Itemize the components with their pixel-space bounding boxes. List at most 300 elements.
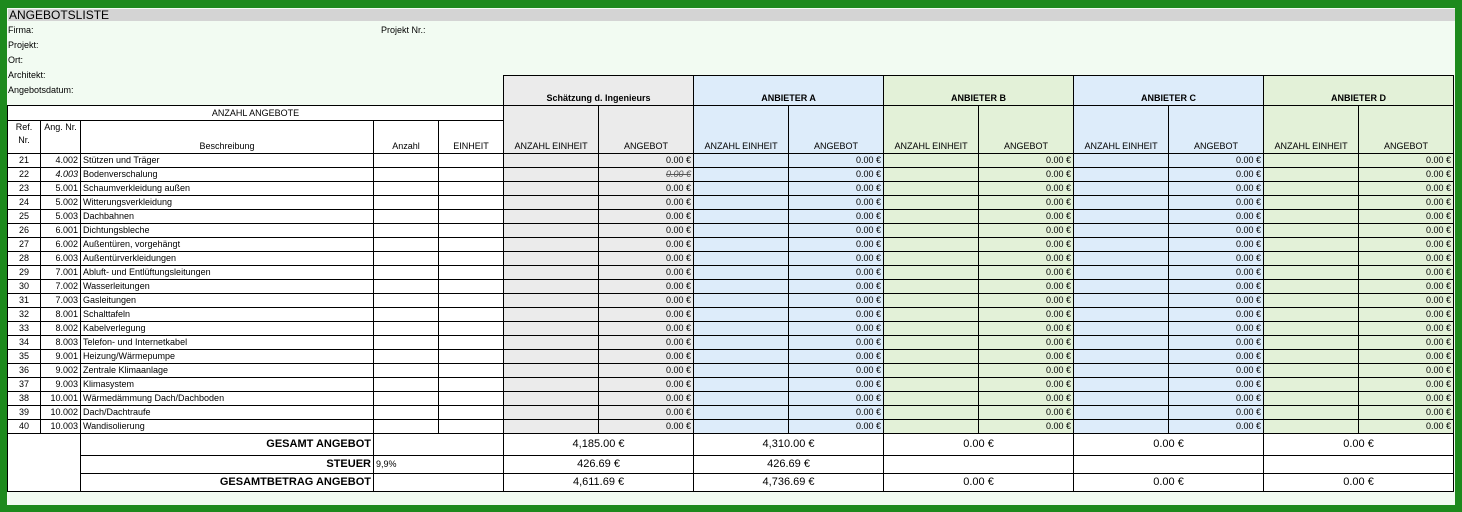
row-description-cell[interactable]: Bodenverschalung xyxy=(81,168,374,182)
row-est-anzahl-einheit-cell[interactable] xyxy=(504,266,599,280)
row-c-angebot-cell[interactable]: 0.00 € xyxy=(1169,252,1264,266)
row-c-anzahl-einheit-cell[interactable] xyxy=(1074,406,1169,420)
row-est-anzahl-einheit-cell[interactable] xyxy=(504,182,599,196)
row-ang-cell[interactable]: 6.003 xyxy=(41,252,81,266)
row-description-cell[interactable]: Witterungsverkleidung xyxy=(81,196,374,210)
row-a-angebot-cell[interactable]: 0.00 € xyxy=(789,280,884,294)
row-description-cell[interactable]: Wärmedämmung Dach/Dachboden xyxy=(81,392,374,406)
steuer-bidder-c[interactable] xyxy=(1074,456,1264,474)
row-a-anzahl-einheit-cell[interactable] xyxy=(694,350,789,364)
row-ref-cell[interactable]: 25 xyxy=(8,210,41,224)
row-ref-cell[interactable]: 32 xyxy=(8,308,41,322)
row-anzahl-cell[interactable] xyxy=(374,266,439,280)
row-a-anzahl-einheit-cell[interactable] xyxy=(694,364,789,378)
row-est-angebot-cell[interactable]: 0.00 € xyxy=(599,168,694,182)
row-d-anzahl-einheit-cell[interactable] xyxy=(1264,168,1359,182)
row-est-anzahl-einheit-cell[interactable] xyxy=(504,406,599,420)
row-a-angebot-cell[interactable]: 0.00 € xyxy=(789,182,884,196)
row-b-angebot-cell[interactable]: 0.00 € xyxy=(979,182,1074,196)
steuer-estimate[interactable]: 426.69 € xyxy=(504,456,694,474)
row-ang-cell[interactable]: 7.001 xyxy=(41,266,81,280)
row-c-angebot-cell[interactable]: 0.00 € xyxy=(1169,182,1264,196)
row-anzahl-cell[interactable] xyxy=(374,168,439,182)
row-a-anzahl-einheit-cell[interactable] xyxy=(694,266,789,280)
row-d-anzahl-einheit-cell[interactable] xyxy=(1264,182,1359,196)
row-est-angebot-cell[interactable]: 0.00 € xyxy=(599,196,694,210)
row-description-cell[interactable]: Außentürverkleidungen xyxy=(81,252,374,266)
row-est-anzahl-einheit-cell[interactable] xyxy=(504,252,599,266)
row-c-anzahl-einheit-cell[interactable] xyxy=(1074,196,1169,210)
row-description-cell[interactable]: Außentüren, vorgehängt xyxy=(81,238,374,252)
row-einheit-cell[interactable] xyxy=(439,266,504,280)
row-b-angebot-cell[interactable]: 0.00 € xyxy=(979,336,1074,350)
row-c-anzahl-einheit-cell[interactable] xyxy=(1074,252,1169,266)
row-d-angebot-cell[interactable]: 0.00 € xyxy=(1359,308,1454,322)
row-est-angebot-cell[interactable]: 0.00 € xyxy=(599,224,694,238)
row-b-anzahl-einheit-cell[interactable] xyxy=(884,252,979,266)
row-ref-cell[interactable]: 29 xyxy=(8,266,41,280)
row-d-angebot-cell[interactable]: 0.00 € xyxy=(1359,350,1454,364)
row-d-anzahl-einheit-cell[interactable] xyxy=(1264,406,1359,420)
row-c-angebot-cell[interactable]: 0.00 € xyxy=(1169,364,1264,378)
row-anzahl-cell[interactable] xyxy=(374,364,439,378)
row-c-angebot-cell[interactable]: 0.00 € xyxy=(1169,350,1264,364)
row-a-angebot-cell[interactable]: 0.00 € xyxy=(789,406,884,420)
row-b-angebot-cell[interactable]: 0.00 € xyxy=(979,294,1074,308)
row-d-anzahl-einheit-cell[interactable] xyxy=(1264,308,1359,322)
row-a-anzahl-einheit-cell[interactable] xyxy=(694,280,789,294)
row-anzahl-cell[interactable] xyxy=(374,322,439,336)
row-description-cell[interactable]: Wandisolierung xyxy=(81,420,374,434)
row-d-angebot-cell[interactable]: 0.00 € xyxy=(1359,196,1454,210)
row-anzahl-cell[interactable] xyxy=(374,308,439,322)
row-description-cell[interactable]: Gasleitungen xyxy=(81,294,374,308)
row-d-angebot-cell[interactable]: 0.00 € xyxy=(1359,238,1454,252)
row-d-angebot-cell[interactable]: 0.00 € xyxy=(1359,168,1454,182)
row-est-angebot-cell[interactable]: 0.00 € xyxy=(599,336,694,350)
gesamt-bidder-a[interactable]: 4,310.00 € xyxy=(694,434,884,456)
row-c-angebot-cell[interactable]: 0.00 € xyxy=(1169,196,1264,210)
row-ref-cell[interactable]: 40 xyxy=(8,420,41,434)
steuer-bidder-d[interactable] xyxy=(1264,456,1454,474)
row-b-anzahl-einheit-cell[interactable] xyxy=(884,196,979,210)
row-c-angebot-cell[interactable]: 0.00 € xyxy=(1169,280,1264,294)
row-b-anzahl-einheit-cell[interactable] xyxy=(884,420,979,434)
row-est-anzahl-einheit-cell[interactable] xyxy=(504,420,599,434)
row-b-anzahl-einheit-cell[interactable] xyxy=(884,378,979,392)
row-ang-cell[interactable]: 9.002 xyxy=(41,364,81,378)
row-ref-cell[interactable]: 21 xyxy=(8,154,41,168)
row-a-anzahl-einheit-cell[interactable] xyxy=(694,294,789,308)
row-a-angebot-cell[interactable]: 0.00 € xyxy=(789,322,884,336)
gesamtbetrag-bidder-b[interactable]: 0.00 € xyxy=(884,474,1074,492)
row-description-cell[interactable]: Zentrale Klimaanlage xyxy=(81,364,374,378)
row-a-anzahl-einheit-cell[interactable] xyxy=(694,238,789,252)
row-b-angebot-cell[interactable]: 0.00 € xyxy=(979,378,1074,392)
row-est-anzahl-einheit-cell[interactable] xyxy=(504,336,599,350)
row-b-anzahl-einheit-cell[interactable] xyxy=(884,210,979,224)
row-a-angebot-cell[interactable]: 0.00 € xyxy=(789,238,884,252)
row-a-angebot-cell[interactable]: 0.00 € xyxy=(789,392,884,406)
row-d-anzahl-einheit-cell[interactable] xyxy=(1264,350,1359,364)
row-ref-cell[interactable]: 33 xyxy=(8,322,41,336)
row-a-angebot-cell[interactable]: 0.00 € xyxy=(789,350,884,364)
row-a-angebot-cell[interactable]: 0.00 € xyxy=(789,364,884,378)
row-d-angebot-cell[interactable]: 0.00 € xyxy=(1359,280,1454,294)
row-b-anzahl-einheit-cell[interactable] xyxy=(884,154,979,168)
row-b-angebot-cell[interactable]: 0.00 € xyxy=(979,224,1074,238)
row-d-angebot-cell[interactable]: 0.00 € xyxy=(1359,420,1454,434)
row-b-angebot-cell[interactable]: 0.00 € xyxy=(979,266,1074,280)
row-description-cell[interactable]: Schaumverkleidung außen xyxy=(81,182,374,196)
row-description-cell[interactable]: Kabelverlegung xyxy=(81,322,374,336)
row-d-anzahl-einheit-cell[interactable] xyxy=(1264,294,1359,308)
row-anzahl-cell[interactable] xyxy=(374,196,439,210)
row-c-angebot-cell[interactable]: 0.00 € xyxy=(1169,406,1264,420)
row-c-angebot-cell[interactable]: 0.00 € xyxy=(1169,294,1264,308)
row-a-anzahl-einheit-cell[interactable] xyxy=(694,308,789,322)
row-b-anzahl-einheit-cell[interactable] xyxy=(884,322,979,336)
row-anzahl-cell[interactable] xyxy=(374,294,439,308)
row-anzahl-cell[interactable] xyxy=(374,238,439,252)
row-est-anzahl-einheit-cell[interactable] xyxy=(504,378,599,392)
row-a-angebot-cell[interactable]: 0.00 € xyxy=(789,210,884,224)
row-d-angebot-cell[interactable]: 0.00 € xyxy=(1359,294,1454,308)
row-a-anzahl-einheit-cell[interactable] xyxy=(694,196,789,210)
row-einheit-cell[interactable] xyxy=(439,210,504,224)
row-a-angebot-cell[interactable]: 0.00 € xyxy=(789,336,884,350)
row-c-angebot-cell[interactable]: 0.00 € xyxy=(1169,322,1264,336)
row-b-anzahl-einheit-cell[interactable] xyxy=(884,238,979,252)
row-a-anzahl-einheit-cell[interactable] xyxy=(694,336,789,350)
row-d-anzahl-einheit-cell[interactable] xyxy=(1264,378,1359,392)
row-b-anzahl-einheit-cell[interactable] xyxy=(884,350,979,364)
row-b-anzahl-einheit-cell[interactable] xyxy=(884,168,979,182)
row-est-angebot-cell[interactable]: 0.00 € xyxy=(599,294,694,308)
row-ang-cell[interactable]: 7.002 xyxy=(41,280,81,294)
row-ref-cell[interactable]: 39 xyxy=(8,406,41,420)
row-ang-cell[interactable]: 6.002 xyxy=(41,238,81,252)
row-b-angebot-cell[interactable]: 0.00 € xyxy=(979,420,1074,434)
row-d-angebot-cell[interactable]: 0.00 € xyxy=(1359,322,1454,336)
row-a-anzahl-einheit-cell[interactable] xyxy=(694,224,789,238)
row-ang-cell[interactable]: 8.002 xyxy=(41,322,81,336)
row-a-anzahl-einheit-cell[interactable] xyxy=(694,406,789,420)
row-anzahl-cell[interactable] xyxy=(374,182,439,196)
steuer-bidder-a[interactable]: 426.69 € xyxy=(694,456,884,474)
row-c-anzahl-einheit-cell[interactable] xyxy=(1074,154,1169,168)
row-est-anzahl-einheit-cell[interactable] xyxy=(504,238,599,252)
row-est-angebot-cell[interactable]: 0.00 € xyxy=(599,406,694,420)
steuer-rate[interactable]: 9,9% xyxy=(374,456,504,474)
row-einheit-cell[interactable] xyxy=(439,336,504,350)
row-c-anzahl-einheit-cell[interactable] xyxy=(1074,168,1169,182)
row-ref-cell[interactable]: 37 xyxy=(8,378,41,392)
row-b-angebot-cell[interactable]: 0.00 € xyxy=(979,406,1074,420)
row-est-anzahl-einheit-cell[interactable] xyxy=(504,322,599,336)
row-einheit-cell[interactable] xyxy=(439,322,504,336)
row-anzahl-cell[interactable] xyxy=(374,406,439,420)
row-a-anzahl-einheit-cell[interactable] xyxy=(694,420,789,434)
row-c-anzahl-einheit-cell[interactable] xyxy=(1074,420,1169,434)
row-est-angebot-cell[interactable]: 0.00 € xyxy=(599,252,694,266)
row-ang-cell[interactable]: 4.002 xyxy=(41,154,81,168)
row-est-anzahl-einheit-cell[interactable] xyxy=(504,168,599,182)
row-est-anzahl-einheit-cell[interactable] xyxy=(504,154,599,168)
row-ref-cell[interactable]: 38 xyxy=(8,392,41,406)
row-b-anzahl-einheit-cell[interactable] xyxy=(884,266,979,280)
row-b-angebot-cell[interactable]: 0.00 € xyxy=(979,322,1074,336)
row-est-angebot-cell[interactable]: 0.00 € xyxy=(599,210,694,224)
row-a-anzahl-einheit-cell[interactable] xyxy=(694,252,789,266)
gesamtbetrag-bidder-a[interactable]: 4,736.69 € xyxy=(694,474,884,492)
row-a-angebot-cell[interactable]: 0.00 € xyxy=(789,168,884,182)
row-d-anzahl-einheit-cell[interactable] xyxy=(1264,336,1359,350)
row-c-angebot-cell[interactable]: 0.00 € xyxy=(1169,378,1264,392)
row-est-angebot-cell[interactable]: 0.00 € xyxy=(599,322,694,336)
row-anzahl-cell[interactable] xyxy=(374,154,439,168)
row-anzahl-cell[interactable] xyxy=(374,252,439,266)
row-ang-cell[interactable]: 5.003 xyxy=(41,210,81,224)
row-einheit-cell[interactable] xyxy=(439,294,504,308)
row-est-angebot-cell[interactable]: 0.00 € xyxy=(599,182,694,196)
row-b-angebot-cell[interactable]: 0.00 € xyxy=(979,350,1074,364)
row-description-cell[interactable]: Heizung/Wärmepumpe xyxy=(81,350,374,364)
row-est-anzahl-einheit-cell[interactable] xyxy=(504,280,599,294)
row-description-cell[interactable]: Dach/Dachtraufe xyxy=(81,406,374,420)
row-c-anzahl-einheit-cell[interactable] xyxy=(1074,336,1169,350)
row-ref-cell[interactable]: 35 xyxy=(8,350,41,364)
row-einheit-cell[interactable] xyxy=(439,238,504,252)
row-c-anzahl-einheit-cell[interactable] xyxy=(1074,322,1169,336)
row-b-angebot-cell[interactable]: 0.00 € xyxy=(979,308,1074,322)
row-ang-cell[interactable]: 5.002 xyxy=(41,196,81,210)
row-c-angebot-cell[interactable]: 0.00 € xyxy=(1169,392,1264,406)
row-est-angebot-cell[interactable]: 0.00 € xyxy=(599,392,694,406)
row-d-anzahl-einheit-cell[interactable] xyxy=(1264,266,1359,280)
row-est-angebot-cell[interactable]: 0.00 € xyxy=(599,154,694,168)
row-c-angebot-cell[interactable]: 0.00 € xyxy=(1169,308,1264,322)
row-c-angebot-cell[interactable]: 0.00 € xyxy=(1169,238,1264,252)
row-b-anzahl-einheit-cell[interactable] xyxy=(884,364,979,378)
row-c-anzahl-einheit-cell[interactable] xyxy=(1074,238,1169,252)
row-d-anzahl-einheit-cell[interactable] xyxy=(1264,280,1359,294)
row-est-angebot-cell[interactable]: 0.00 € xyxy=(599,266,694,280)
row-est-anzahl-einheit-cell[interactable] xyxy=(504,350,599,364)
row-b-angebot-cell[interactable]: 0.00 € xyxy=(979,280,1074,294)
row-c-angebot-cell[interactable]: 0.00 € xyxy=(1169,168,1264,182)
row-description-cell[interactable]: Dichtungsbleche xyxy=(81,224,374,238)
row-b-angebot-cell[interactable]: 0.00 € xyxy=(979,154,1074,168)
row-a-angebot-cell[interactable]: 0.00 € xyxy=(789,252,884,266)
row-est-angebot-cell[interactable]: 0.00 € xyxy=(599,364,694,378)
row-d-anzahl-einheit-cell[interactable] xyxy=(1264,364,1359,378)
row-a-angebot-cell[interactable]: 0.00 € xyxy=(789,294,884,308)
row-d-anzahl-einheit-cell[interactable] xyxy=(1264,392,1359,406)
row-anzahl-cell[interactable] xyxy=(374,378,439,392)
gesamt-estimate[interactable]: 4,185.00 € xyxy=(504,434,694,456)
row-ref-cell[interactable]: 24 xyxy=(8,196,41,210)
row-c-anzahl-einheit-cell[interactable] xyxy=(1074,266,1169,280)
row-einheit-cell[interactable] xyxy=(439,252,504,266)
row-einheit-cell[interactable] xyxy=(439,392,504,406)
row-est-angebot-cell[interactable]: 0.00 € xyxy=(599,350,694,364)
row-a-anzahl-einheit-cell[interactable] xyxy=(694,378,789,392)
gesamt-bidder-d[interactable]: 0.00 € xyxy=(1264,434,1454,456)
row-est-angebot-cell[interactable]: 0.00 € xyxy=(599,280,694,294)
row-d-anzahl-einheit-cell[interactable] xyxy=(1264,224,1359,238)
row-c-anzahl-einheit-cell[interactable] xyxy=(1074,308,1169,322)
row-d-angebot-cell[interactable]: 0.00 € xyxy=(1359,154,1454,168)
row-c-anzahl-einheit-cell[interactable] xyxy=(1074,378,1169,392)
row-ang-cell[interactable]: 8.003 xyxy=(41,336,81,350)
row-ref-cell[interactable]: 31 xyxy=(8,294,41,308)
row-anzahl-cell[interactable] xyxy=(374,224,439,238)
row-c-angebot-cell[interactable]: 0.00 € xyxy=(1169,154,1264,168)
row-einheit-cell[interactable] xyxy=(439,350,504,364)
row-a-angebot-cell[interactable]: 0.00 € xyxy=(789,196,884,210)
row-description-cell[interactable]: Stützen und Träger xyxy=(81,154,374,168)
row-einheit-cell[interactable] xyxy=(439,420,504,434)
row-ang-cell[interactable]: 5.001 xyxy=(41,182,81,196)
row-ang-cell[interactable]: 9.001 xyxy=(41,350,81,364)
gesamtbetrag-estimate[interactable]: 4,611.69 € xyxy=(504,474,694,492)
gesamtbetrag-bidder-d[interactable]: 0.00 € xyxy=(1264,474,1454,492)
row-est-anzahl-einheit-cell[interactable] xyxy=(504,364,599,378)
row-ang-cell[interactable]: 10.003 xyxy=(41,420,81,434)
row-einheit-cell[interactable] xyxy=(439,308,504,322)
row-a-anzahl-einheit-cell[interactable] xyxy=(694,182,789,196)
row-est-angebot-cell[interactable]: 0.00 € xyxy=(599,308,694,322)
row-c-anzahl-einheit-cell[interactable] xyxy=(1074,224,1169,238)
row-d-angebot-cell[interactable]: 0.00 € xyxy=(1359,252,1454,266)
row-c-anzahl-einheit-cell[interactable] xyxy=(1074,364,1169,378)
row-ang-cell[interactable]: 8.001 xyxy=(41,308,81,322)
row-ang-cell[interactable]: 10.001 xyxy=(41,392,81,406)
row-ref-cell[interactable]: 27 xyxy=(8,238,41,252)
row-d-anzahl-einheit-cell[interactable] xyxy=(1264,420,1359,434)
row-ref-cell[interactable]: 30 xyxy=(8,280,41,294)
row-a-angebot-cell[interactable]: 0.00 € xyxy=(789,420,884,434)
row-einheit-cell[interactable] xyxy=(439,154,504,168)
row-b-anzahl-einheit-cell[interactable] xyxy=(884,182,979,196)
row-est-angebot-cell[interactable]: 0.00 € xyxy=(599,378,694,392)
row-est-anzahl-einheit-cell[interactable] xyxy=(504,294,599,308)
row-anzahl-cell[interactable] xyxy=(374,336,439,350)
row-description-cell[interactable]: Dachbahnen xyxy=(81,210,374,224)
row-d-angebot-cell[interactable]: 0.00 € xyxy=(1359,224,1454,238)
row-anzahl-cell[interactable] xyxy=(374,280,439,294)
row-d-anzahl-einheit-cell[interactable] xyxy=(1264,154,1359,168)
row-b-anzahl-einheit-cell[interactable] xyxy=(884,392,979,406)
row-est-anzahl-einheit-cell[interactable] xyxy=(504,196,599,210)
row-d-angebot-cell[interactable]: 0.00 € xyxy=(1359,378,1454,392)
row-a-anzahl-einheit-cell[interactable] xyxy=(694,392,789,406)
row-d-angebot-cell[interactable]: 0.00 € xyxy=(1359,266,1454,280)
row-ref-cell[interactable]: 28 xyxy=(8,252,41,266)
row-einheit-cell[interactable] xyxy=(439,168,504,182)
row-ang-cell[interactable]: 9.003 xyxy=(41,378,81,392)
gesamt-bidder-b[interactable]: 0.00 € xyxy=(884,434,1074,456)
row-d-anzahl-einheit-cell[interactable] xyxy=(1264,210,1359,224)
row-einheit-cell[interactable] xyxy=(439,280,504,294)
row-c-anzahl-einheit-cell[interactable] xyxy=(1074,280,1169,294)
row-c-angebot-cell[interactable]: 0.00 € xyxy=(1169,266,1264,280)
row-c-angebot-cell[interactable]: 0.00 € xyxy=(1169,210,1264,224)
row-description-cell[interactable]: Wasserleitungen xyxy=(81,280,374,294)
row-a-angebot-cell[interactable]: 0.00 € xyxy=(789,308,884,322)
row-c-anzahl-einheit-cell[interactable] xyxy=(1074,294,1169,308)
row-einheit-cell[interactable] xyxy=(439,182,504,196)
row-b-anzahl-einheit-cell[interactable] xyxy=(884,336,979,350)
row-einheit-cell[interactable] xyxy=(439,406,504,420)
row-anzahl-cell[interactable] xyxy=(374,210,439,224)
row-c-angebot-cell[interactable]: 0.00 € xyxy=(1169,336,1264,350)
row-d-angebot-cell[interactable]: 0.00 € xyxy=(1359,364,1454,378)
row-ang-cell[interactable]: 4.003 xyxy=(41,168,81,182)
row-einheit-cell[interactable] xyxy=(439,364,504,378)
row-b-angebot-cell[interactable]: 0.00 € xyxy=(979,196,1074,210)
row-d-anzahl-einheit-cell[interactable] xyxy=(1264,252,1359,266)
row-c-angebot-cell[interactable]: 0.00 € xyxy=(1169,420,1264,434)
row-einheit-cell[interactable] xyxy=(439,378,504,392)
row-est-anzahl-einheit-cell[interactable] xyxy=(504,224,599,238)
row-ang-cell[interactable]: 7.003 xyxy=(41,294,81,308)
row-b-angebot-cell[interactable]: 0.00 € xyxy=(979,392,1074,406)
row-a-anzahl-einheit-cell[interactable] xyxy=(694,322,789,336)
row-d-anzahl-einheit-cell[interactable] xyxy=(1264,196,1359,210)
row-b-angebot-cell[interactable]: 0.00 € xyxy=(979,252,1074,266)
row-description-cell[interactable]: Klimasystem xyxy=(81,378,374,392)
row-d-angebot-cell[interactable]: 0.00 € xyxy=(1359,392,1454,406)
row-d-angebot-cell[interactable]: 0.00 € xyxy=(1359,210,1454,224)
row-b-anzahl-einheit-cell[interactable] xyxy=(884,224,979,238)
row-ref-cell[interactable]: 34 xyxy=(8,336,41,350)
row-est-anzahl-einheit-cell[interactable] xyxy=(504,392,599,406)
row-est-anzahl-einheit-cell[interactable] xyxy=(504,210,599,224)
row-a-anzahl-einheit-cell[interactable] xyxy=(694,154,789,168)
row-d-anzahl-einheit-cell[interactable] xyxy=(1264,322,1359,336)
row-einheit-cell[interactable] xyxy=(439,196,504,210)
row-anzahl-cell[interactable] xyxy=(374,350,439,364)
row-a-angebot-cell[interactable]: 0.00 € xyxy=(789,378,884,392)
row-b-anzahl-einheit-cell[interactable] xyxy=(884,406,979,420)
row-a-angebot-cell[interactable]: 0.00 € xyxy=(789,266,884,280)
row-description-cell[interactable]: Schalttafeln xyxy=(81,308,374,322)
row-b-anzahl-einheit-cell[interactable] xyxy=(884,280,979,294)
row-est-angebot-cell[interactable]: 0.00 € xyxy=(599,238,694,252)
row-b-angebot-cell[interactable]: 0.00 € xyxy=(979,210,1074,224)
row-b-anzahl-einheit-cell[interactable] xyxy=(884,294,979,308)
row-b-angebot-cell[interactable]: 0.00 € xyxy=(979,238,1074,252)
row-anzahl-cell[interactable] xyxy=(374,420,439,434)
row-ref-cell[interactable]: 23 xyxy=(8,182,41,196)
row-d-angebot-cell[interactable]: 0.00 € xyxy=(1359,406,1454,420)
row-ref-cell[interactable]: 22 xyxy=(8,168,41,182)
row-d-anzahl-einheit-cell[interactable] xyxy=(1264,238,1359,252)
row-d-angebot-cell[interactable]: 0.00 € xyxy=(1359,336,1454,350)
gesamtbetrag-bidder-c[interactable]: 0.00 € xyxy=(1074,474,1264,492)
row-ref-cell[interactable]: 36 xyxy=(8,364,41,378)
steuer-bidder-b[interactable] xyxy=(884,456,1074,474)
row-c-angebot-cell[interactable]: 0.00 € xyxy=(1169,224,1264,238)
row-description-cell[interactable]: Abluft- und Entlüftungsleitungen xyxy=(81,266,374,280)
row-d-angebot-cell[interactable]: 0.00 € xyxy=(1359,182,1454,196)
row-a-anzahl-einheit-cell[interactable] xyxy=(694,168,789,182)
row-ang-cell[interactable]: 6.001 xyxy=(41,224,81,238)
row-anzahl-cell[interactable] xyxy=(374,392,439,406)
gesamt-bidder-c[interactable]: 0.00 € xyxy=(1074,434,1264,456)
